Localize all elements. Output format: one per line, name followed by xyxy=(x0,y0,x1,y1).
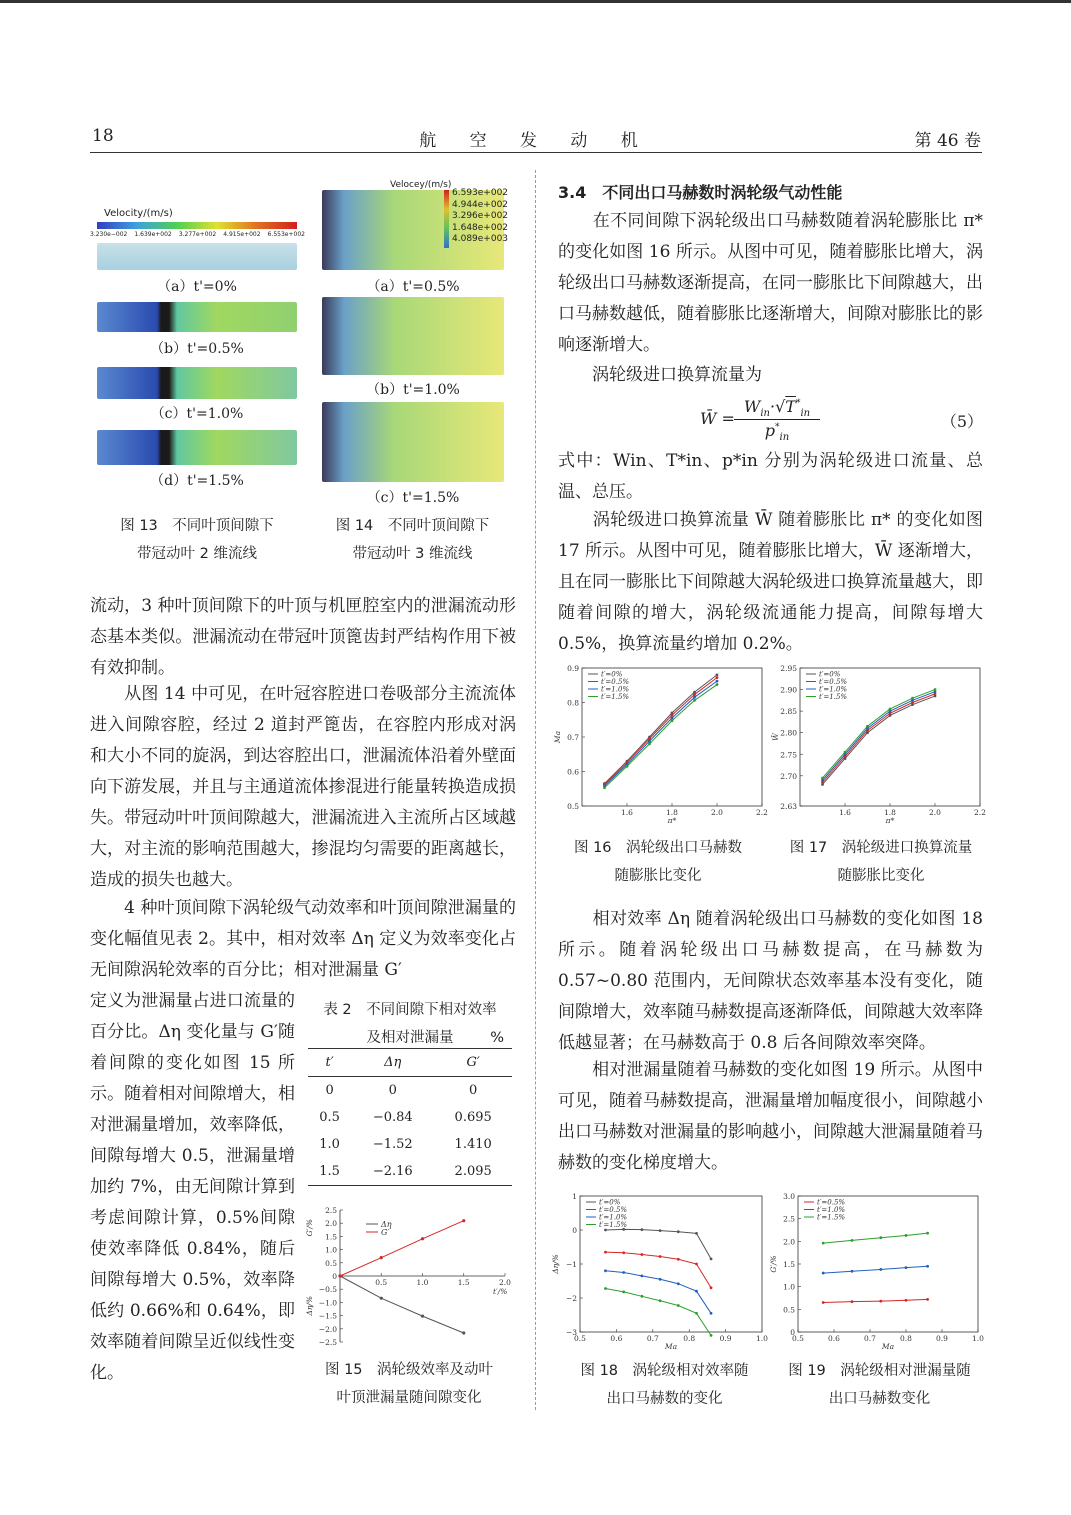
table-cell: −0.84 xyxy=(372,1110,413,1125)
legend-label: Δη xyxy=(381,1220,392,1229)
data-point xyxy=(716,680,719,683)
table-cell: 1.5 xyxy=(308,1158,351,1186)
fig16-caption-line2: 随膨胀比变化 xyxy=(614,868,702,884)
fig17-chart xyxy=(772,660,984,832)
data-point xyxy=(462,1219,465,1222)
data-point xyxy=(822,1272,825,1275)
x-axis-label: π* xyxy=(667,816,677,825)
data-point xyxy=(604,1287,607,1290)
header-rule xyxy=(90,152,982,153)
legend-label: t′=1.0% xyxy=(601,685,630,694)
data-point xyxy=(622,1251,625,1254)
right-p4: 涡轮级进口换算流量 W̄ 随着膨胀比 π* 的变化如图17 所示。从图中可见，随着膨胀比增大，W̄ 逐渐增大，且在同一膨胀比下间隙越大涡轮级进口换算流量越大，即随着间隙的增大，涡轮级流通能力提高，间隙每增大 0.5%，换算流量约增加 0.2%。 xyxy=(558,510,983,654)
fig13-caption-line1: 图 13 不同叶顶间隙下 xyxy=(120,518,274,534)
legend-label: t′=0% xyxy=(599,1198,621,1207)
data-point xyxy=(866,725,869,728)
tick: 1.648e+002 xyxy=(452,222,509,233)
series-line xyxy=(605,1288,711,1335)
legend-label: t′=1.0% xyxy=(599,1213,628,1222)
column-divider xyxy=(535,170,536,1410)
fig13d-image xyxy=(97,430,297,465)
data-point xyxy=(879,1236,882,1239)
fig13b-label: （b）t'=0.5% xyxy=(150,341,244,357)
y-tick-label: 1.0 xyxy=(325,1245,337,1255)
y-axis-label-bottom: Δη/% xyxy=(305,1296,314,1316)
fig14b-label: （b）t'=1.0% xyxy=(366,382,460,398)
legend-label: t′=1.5% xyxy=(819,693,848,701)
fig14a-label: （a）t'=0.5% xyxy=(366,279,460,295)
series-line xyxy=(823,694,936,782)
eq-number: （5） xyxy=(940,412,983,431)
y-tick-label: 0.9 xyxy=(567,664,579,673)
table-row xyxy=(308,1104,512,1131)
data-point xyxy=(926,1298,929,1301)
y-tick-label: 2.5 xyxy=(783,1214,795,1224)
data-point xyxy=(671,719,674,722)
fig14-colorbar-title: Velocey/(m/s) xyxy=(390,180,452,190)
fig15-chart xyxy=(300,1200,520,1352)
y-tick-label: 1.5 xyxy=(783,1260,795,1269)
fig16-caption-line1: 图 16 涡轮级出口马赫数 xyxy=(573,840,743,856)
data-point xyxy=(934,688,937,691)
x-tick-label: 2.2 xyxy=(756,808,768,817)
tick: 4.944e+002 xyxy=(452,199,509,210)
fig13-caption xyxy=(92,512,302,568)
fig13d-label: （d）t'=1.5% xyxy=(150,473,244,489)
series-line xyxy=(823,1266,927,1273)
fig14c-image xyxy=(322,402,504,482)
table-cell: 1.0 xyxy=(319,1137,340,1152)
page-header xyxy=(0,122,1071,152)
y-tick-label: 2.0 xyxy=(783,1237,795,1247)
right-p3: 式中：Win、T*in、p*in 分别为涡轮级进口流量、总温、总压。 xyxy=(558,451,983,502)
fig14c-label: （c）t'=1.5% xyxy=(366,490,460,506)
eq-p: p xyxy=(764,421,776,440)
data-point xyxy=(677,1282,680,1285)
fig15-caption-line1: 图 15 涡轮级效率及动叶 xyxy=(324,1362,494,1378)
data-point xyxy=(822,1301,825,1304)
table-cell: 2.095 xyxy=(434,1158,512,1186)
right-p6: 相对泄漏量随着马赫数的变化如图 19 所示。从图中可见，随着马赫数提高，泄漏量增加幅度很小，间隙越小出口马赫数对泄漏量的影响越小，间隙越大泄漏量随着马赫数的变化梯度增大。 xyxy=(558,1060,983,1173)
eq-t-sup: * xyxy=(795,398,801,409)
y-tick-label: 2.85 xyxy=(780,707,797,717)
y-axis-label: Δη/% xyxy=(551,1254,560,1274)
data-point xyxy=(421,1237,424,1240)
table2-header-row xyxy=(308,1049,512,1077)
fig13b-image xyxy=(97,302,297,332)
journal-title: 航 空 发 动 机 xyxy=(419,131,652,151)
section-heading: 3.4 不同出口马赫数时涡轮级气动性能 xyxy=(558,183,843,202)
y-tick-label: 0 xyxy=(332,1272,337,1281)
data-point xyxy=(640,1275,643,1278)
tick: 6.593e+002 xyxy=(452,188,509,198)
sqrt-icon: √ xyxy=(775,397,786,416)
table2-title-line2-text: 及相对泄漏量 xyxy=(366,1030,454,1046)
table-row xyxy=(308,1158,512,1186)
series-line xyxy=(605,1271,711,1314)
left-p3: 4 种叶顶间隙下涡轮级气动效率和叶顶间隙泄漏量的变化幅值见表 2。其中，相对效率 Δη 定义为效率变化占无间隙涡轮效率的百分比；相对泄漏量 G′ xyxy=(90,898,516,980)
right-p5: 相对效率 Δη 随着涡轮级出口马赫数的变化如图 18 所示。随着涡轮级出口马赫数提高，在马赫数为 0.57~0.80 范围内，无间隙状态效率基本没有变化，随间隙增大，效率随马赫数提高逐渐降低，间隙越大效率降低越显著；在马赫数高于 0.8 后各间隙效率突降。 xyxy=(558,909,983,1053)
fig15-caption-line2: 叶顶泄漏量随间隙变化 xyxy=(336,1390,482,1406)
data-point xyxy=(462,1331,465,1334)
x-tick-label: 1.6 xyxy=(839,808,851,817)
y-tick-label: 3.0 xyxy=(783,1192,795,1201)
fig19-chart xyxy=(769,1188,984,1354)
fig18-caption xyxy=(562,1357,767,1413)
data-point xyxy=(911,697,914,700)
y-tick-label: 2.90 xyxy=(780,685,797,695)
legend-label: t′=1.0% xyxy=(819,685,848,694)
data-point xyxy=(695,1232,698,1235)
tick: 4.915e+002 xyxy=(223,231,261,238)
fig13c-label: （c）t'=1.0% xyxy=(150,406,244,422)
y-tick-label: 0 xyxy=(790,1328,795,1337)
tick: 6.553e+002 xyxy=(267,231,305,238)
fig19-caption-line2: 出口马赫数变化 xyxy=(828,1391,931,1407)
y-tick-label: 0.5 xyxy=(567,802,579,811)
left-p1: 流动，3 种叶顶间隙下的叶顶与机匣腔室内的泄漏流动形态基本类似。泄漏流动在带冠叶顶篦齿封严结构作用下被有效抑制。 xyxy=(90,596,516,678)
series-line xyxy=(823,1299,927,1302)
data-point xyxy=(640,1295,643,1298)
x-axis-label: Ma xyxy=(664,1342,678,1351)
fig14-caption xyxy=(310,512,515,568)
left-p4: 定义为泄漏量占进口流量的百分比。Δη 变化量与 G′随着间隙的变化如图 15 所示。随着相对间隙增大，相对泄漏量增加，效率降低，间隙每增大 0.5，泄漏量增加约 7%，由无间隙计算到考虑间隙计算，0.5%间隙使效率降低 0.84%，随后间隙每增大 0.5%，效率降低约 0.66%和 0.64%，即效率随着间隙呈近似线性变化。 xyxy=(90,991,295,1383)
y-tick-label: 0.6 xyxy=(567,767,579,777)
x-tick-label: 0.5 xyxy=(574,1334,586,1343)
table-cell: 0 xyxy=(469,1083,478,1098)
eq-w-sub: in xyxy=(760,408,770,420)
y-tick-label: 2.0 xyxy=(325,1219,337,1229)
fig16-caption xyxy=(558,834,758,890)
y-tick-label: −3 xyxy=(565,1328,577,1337)
table2 xyxy=(308,1048,512,1186)
x-tick-label: 0.6 xyxy=(610,1334,623,1343)
series-line xyxy=(823,1233,927,1243)
volume: 第 46 卷 xyxy=(914,131,981,151)
data-point xyxy=(926,1232,929,1235)
y-tick-label: −2.0 xyxy=(318,1324,337,1334)
y-axis-label-top: G′/% xyxy=(305,1219,314,1237)
data-point xyxy=(851,1270,854,1273)
x-tick-label: 0.9 xyxy=(719,1334,732,1343)
y-tick-label: 2.5 xyxy=(325,1206,337,1215)
y-tick-label: 2.70 xyxy=(780,771,797,781)
legend-label: t′=0.5% xyxy=(601,678,630,686)
data-point xyxy=(659,1278,662,1281)
data-point xyxy=(604,1269,607,1272)
data-point xyxy=(710,1286,713,1289)
tick: 3.277e+002 xyxy=(178,231,217,238)
y-tick-label: −0.5 xyxy=(318,1285,337,1295)
data-point xyxy=(889,708,892,711)
x-tick-label: 1.0 xyxy=(756,1334,768,1343)
fig14-colorbar xyxy=(444,190,449,248)
y-tick-label: −1.5 xyxy=(318,1311,337,1321)
data-point xyxy=(693,699,696,702)
top-rule xyxy=(0,0,1071,3)
table2-header: t′ xyxy=(308,1049,351,1077)
tick: 4.089e+003 xyxy=(452,234,509,244)
fig14-caption-line2: 带冠动叶 3 维流线 xyxy=(352,546,473,562)
page-number: 18 xyxy=(92,126,114,146)
right-p1: 在不同间隙下涡轮级出口马赫数随着涡轮膨胀比 π* 的变化如图 16 所示。从图中可见，随着膨胀比增大，涡轮级出口马赫数逐渐提高，在同一膨胀比下间隙越大，出口马赫数越低，随着膨胀比逐渐增大，间隙对膨胀比的影响逐渐增大。 xyxy=(558,211,983,355)
data-point xyxy=(640,1228,643,1231)
data-point xyxy=(421,1315,424,1318)
y-axis-label: W̄ xyxy=(771,733,780,741)
data-point xyxy=(640,1253,643,1256)
data-point xyxy=(693,691,696,694)
fig14-caption-line1: 图 14 不同叶顶间隙下 xyxy=(335,518,490,534)
legend-label: t′=0% xyxy=(819,670,841,679)
data-point xyxy=(677,1230,680,1233)
data-point xyxy=(822,1242,825,1245)
x-tick-label: 2.0 xyxy=(499,1278,511,1287)
data-point xyxy=(905,1299,908,1302)
table-cell: 0 xyxy=(388,1083,397,1098)
fig18-caption-line1: 图 18 涡轮级相对效率随 xyxy=(580,1363,749,1379)
data-point xyxy=(879,1300,882,1303)
legend-label: G′ xyxy=(381,1228,390,1237)
eq-p-sup: * xyxy=(775,422,780,433)
y-axis-label: Ma xyxy=(553,730,562,744)
data-point xyxy=(380,1256,383,1259)
table2-title xyxy=(308,996,512,1052)
x-tick-label: 1.0 xyxy=(416,1278,429,1287)
table-row xyxy=(308,1077,512,1105)
y-tick-label: 0.5 xyxy=(325,1258,337,1268)
y-tick-label: −2 xyxy=(565,1294,577,1303)
fig17-caption xyxy=(772,834,990,890)
data-point xyxy=(695,1263,698,1266)
table-cell: 0.5 xyxy=(319,1110,340,1125)
y-tick-label: 0.8 xyxy=(567,698,579,708)
data-point xyxy=(716,674,719,677)
y-tick-label: 0 xyxy=(572,1226,577,1235)
legend-label: t′=1.5% xyxy=(601,693,630,701)
left-p2: 从图 14 中可见，在叶冠容腔进口卷吸部分主流流体进入间隙容腔，经过 2 道封严篦齿，在容腔内形成对涡和大小不同的旋涡，到达容腔出口，泄漏流体沿着外壁面向下游发展，并且与主通道流体掺混进行能量转换造成损失。带冠动叶叶顶间隙越大，泄漏流进入主流所占区域越大，对主流的影响范围越大，掺混均匀需要的距离越长，造成的损失也越大。 xyxy=(90,684,516,890)
series-line xyxy=(605,1252,711,1288)
eq-w: W xyxy=(743,397,761,416)
data-point xyxy=(695,1312,698,1315)
eq-denominator xyxy=(734,421,820,443)
table-cell: 1.410 xyxy=(454,1137,492,1152)
data-point xyxy=(695,1290,698,1293)
data-point xyxy=(905,1266,908,1269)
fig13a-image xyxy=(97,243,297,270)
eq-numerator xyxy=(734,397,820,420)
data-point xyxy=(677,1304,680,1307)
data-point xyxy=(380,1297,383,1300)
y-tick-label: 2.63 xyxy=(780,802,797,811)
fig14b-image xyxy=(322,297,504,375)
fig15-caption xyxy=(300,1356,518,1412)
y-tick-label: 0.5 xyxy=(783,1305,795,1315)
fig17-caption-line1: 图 17 涡轮级进口换算流量 xyxy=(789,840,973,856)
data-point xyxy=(710,1334,713,1337)
y-tick-label: 2.95 xyxy=(780,664,797,673)
data-point xyxy=(648,743,651,746)
x-tick-label: 0.8 xyxy=(683,1334,696,1343)
data-point xyxy=(659,1255,662,1258)
data-point xyxy=(671,717,674,720)
data-point xyxy=(821,777,824,780)
data-point xyxy=(338,1274,341,1277)
y-tick-label: 2.75 xyxy=(780,750,797,760)
eq-t-sub: in xyxy=(800,408,811,420)
eq-t: T xyxy=(785,397,796,416)
series-line xyxy=(340,1221,464,1276)
x-tick-label: 1.0 xyxy=(972,1334,984,1343)
x-tick-label: 1.8 xyxy=(666,808,678,817)
table2-title-line1: 表 2 不同间隙下相对效率 xyxy=(323,1002,497,1018)
y-tick-label: −2.5 xyxy=(318,1338,337,1347)
data-point xyxy=(844,751,847,754)
data-point xyxy=(851,1239,854,1242)
x-tick-label: 2.0 xyxy=(711,808,723,817)
data-point xyxy=(677,1258,680,1261)
x-tick-label: 0.6 xyxy=(828,1334,840,1343)
fig18-caption-line2: 出口马赫数的变化 xyxy=(606,1391,723,1407)
data-point xyxy=(626,765,629,768)
data-point xyxy=(659,1229,662,1232)
data-point xyxy=(716,683,719,686)
fig19-caption-line1: 图 19 涡轮级相对泄漏量随 xyxy=(788,1363,971,1379)
data-point xyxy=(710,1258,713,1261)
y-tick-label: 1.5 xyxy=(325,1232,337,1242)
data-point xyxy=(622,1290,625,1293)
table2-header: G′ xyxy=(434,1049,512,1077)
eq-p-sub: in xyxy=(779,432,790,444)
fig17-caption-line2: 随膨胀比变化 xyxy=(837,868,925,884)
fig13-caption-line2: 带冠动叶 2 维流线 xyxy=(137,546,257,562)
legend-label: t′=1.5% xyxy=(817,1213,846,1222)
right-p2: 涡轮级进口换算流量为 xyxy=(558,365,762,385)
y-tick-label: 1 xyxy=(572,1192,577,1201)
x-tick-label: 0.7 xyxy=(646,1334,659,1343)
legend-label: t′=0% xyxy=(601,670,623,679)
fig16-chart xyxy=(553,660,768,832)
data-point xyxy=(603,786,606,789)
series-line xyxy=(340,1276,464,1333)
tick: 3.296e+002 xyxy=(452,211,509,221)
x-tick-label: 1.8 xyxy=(884,808,896,817)
legend-label: t′=0.5% xyxy=(819,678,848,686)
y-tick-label: 0.7 xyxy=(567,733,579,742)
fig19-caption xyxy=(772,1357,987,1413)
fig18-chart xyxy=(551,1188,768,1354)
x-tick-label: 0.8 xyxy=(900,1334,912,1343)
data-point xyxy=(851,1300,854,1303)
x-tick-label: 1.6 xyxy=(621,808,633,817)
table-cell: −2.16 xyxy=(351,1158,434,1186)
legend-label: t′=1.5% xyxy=(599,1221,628,1229)
legend-label: t′=1.0% xyxy=(817,1206,846,1214)
series-line xyxy=(823,696,936,784)
x-axis-label: π* xyxy=(885,816,895,825)
legend-label: t′=0.5% xyxy=(817,1198,846,1207)
tick: 1.639e+002 xyxy=(134,231,172,238)
data-point xyxy=(716,676,719,679)
fig13c-image xyxy=(97,367,297,399)
data-point xyxy=(926,1265,929,1268)
data-point xyxy=(693,693,696,696)
table-cell: 0.695 xyxy=(454,1110,492,1125)
data-point xyxy=(693,696,696,699)
x-tick-label: 1.5 xyxy=(457,1278,470,1287)
table2-header: Δη xyxy=(351,1049,434,1077)
x-axis-label: t′/% xyxy=(493,1287,508,1296)
data-point xyxy=(710,1312,713,1315)
table-cell: −1.52 xyxy=(372,1137,413,1152)
data-point xyxy=(648,740,651,743)
eq-lhs: W̄ = xyxy=(700,409,735,428)
fig13-colorbar-ticks xyxy=(90,231,305,238)
y-tick-label: −1 xyxy=(565,1260,577,1269)
x-tick-label: 0.5 xyxy=(375,1278,388,1287)
legend-label: t′=0.5% xyxy=(599,1206,628,1214)
fig13-colorbar-title: Velocity/(m/s) xyxy=(104,208,173,219)
data-point xyxy=(604,1251,607,1254)
fig14-colorbar-ticks xyxy=(452,188,508,246)
data-point xyxy=(604,1229,607,1232)
table-row xyxy=(308,1131,512,1158)
series-line xyxy=(823,692,936,780)
x-tick-label: 2.0 xyxy=(929,808,941,817)
equation-5 xyxy=(700,395,983,445)
tick: 3.230e−002 xyxy=(90,231,128,238)
x-axis-label: Ma xyxy=(881,1342,895,1351)
fig13a-label: （a）t'=0% xyxy=(157,279,237,295)
y-axis-label: G′/% xyxy=(769,1255,778,1273)
data-point xyxy=(905,1234,908,1237)
data-point xyxy=(622,1271,625,1274)
y-tick-label: 1.0 xyxy=(783,1282,795,1292)
y-tick-label: −1.0 xyxy=(318,1298,337,1308)
data-point xyxy=(659,1299,662,1302)
data-point xyxy=(671,714,674,717)
eq-dot: · xyxy=(769,397,776,416)
x-tick-label: 0.9 xyxy=(936,1334,948,1343)
fig13-colorbar xyxy=(97,222,297,229)
x-tick-label: 0.7 xyxy=(864,1334,876,1343)
table2-unit: % xyxy=(490,1030,504,1046)
y-tick-label: 2.80 xyxy=(780,728,797,738)
data-point xyxy=(879,1268,882,1271)
x-tick-label: 2.2 xyxy=(974,808,986,817)
table-cell: 0 xyxy=(325,1083,334,1098)
x-tick-label: 0.5 xyxy=(792,1334,804,1343)
